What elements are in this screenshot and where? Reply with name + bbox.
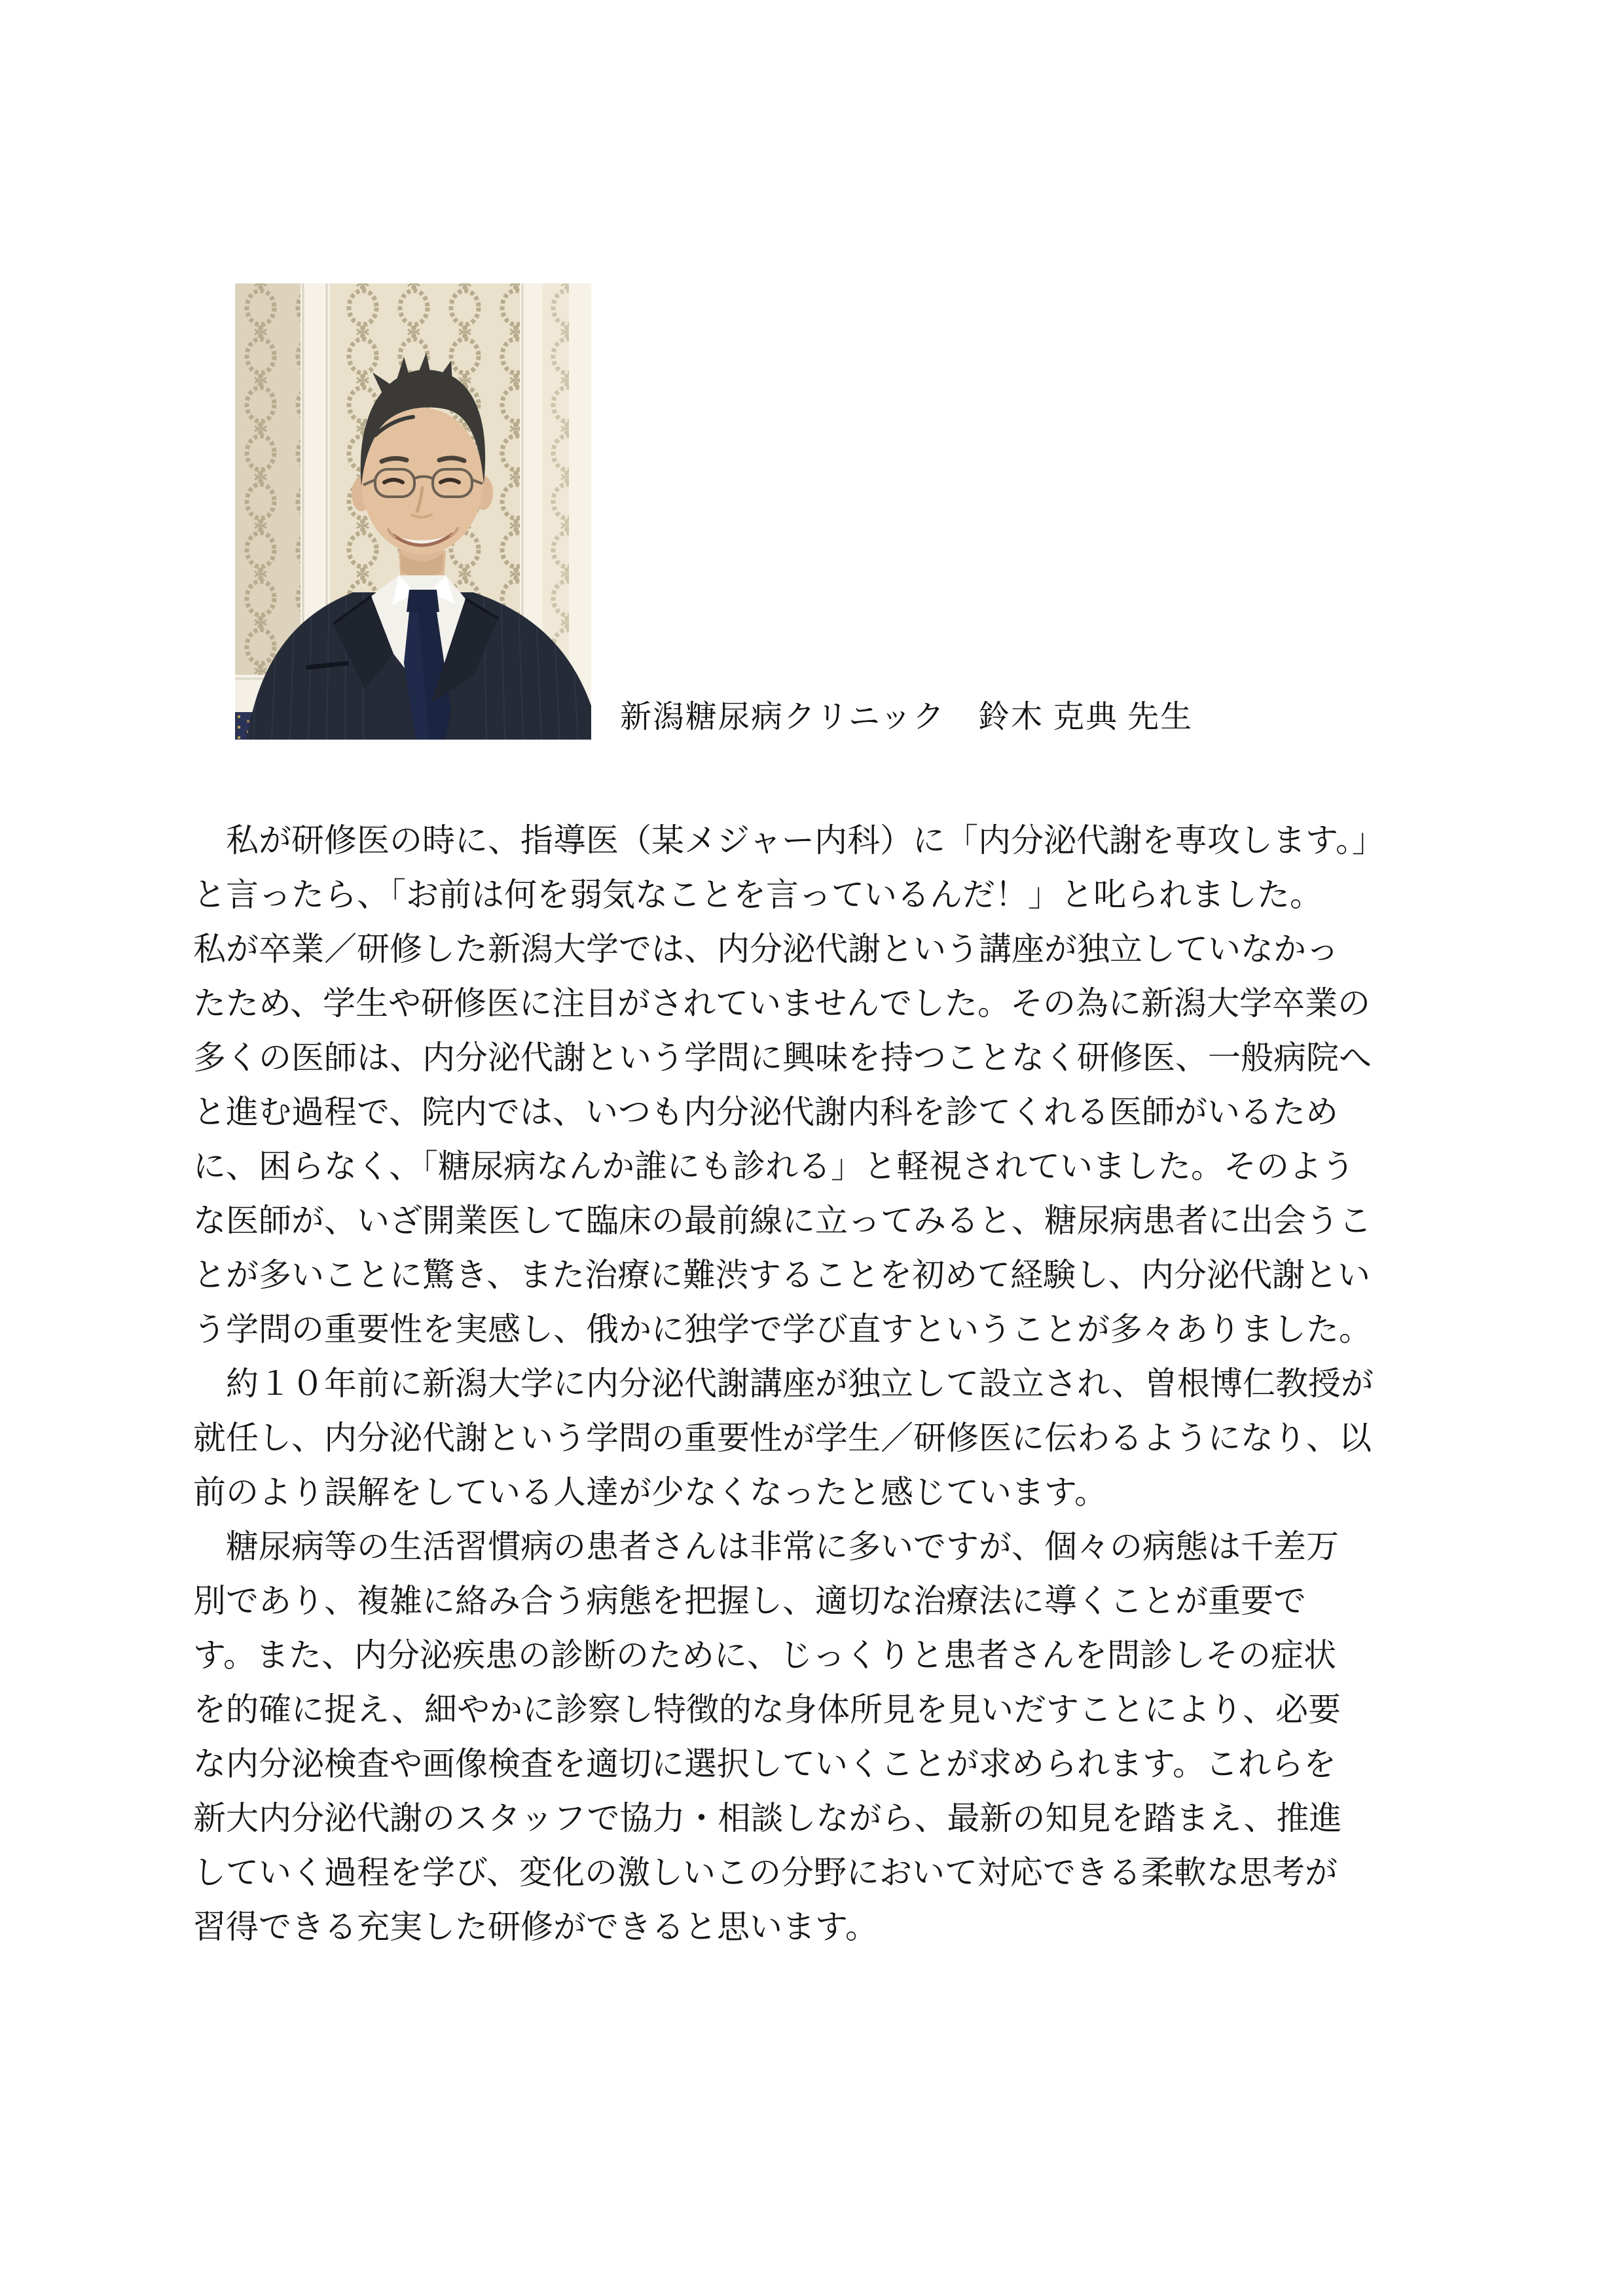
text-line: 約１０年前に新潟大学に内分泌代謝講座が独立して設立され、曽根博仁教授が <box>193 1365 1374 1402</box>
portrait-photo-art <box>235 283 591 740</box>
text-line: な医師が、いざ開業医して臨床の最前線に立ってみると、糖尿病患者に出会うこ <box>193 1202 1372 1239</box>
photo-caption: 新潟糖尿病クリニック 鈴木 克典 先生 <box>620 700 1194 734</box>
text-line: 前のより誤解をしている人達が少なくなったと感じています。 <box>193 1474 1107 1511</box>
text-line: と言ったら、「お前は何を弱気なことを言っているんだ！」と叱られました。 <box>193 876 1322 913</box>
text-line: していく過程を学び、変化の激しいこの分野において対応できる柔軟な思考が <box>193 1854 1338 1891</box>
text-line: な内分泌検査や画像検査を適切に選択していくことが求められます。これらを <box>193 1746 1336 1782</box>
text-line: う学問の重要性を実感し、俄かに独学で学び直すということが多々ありました。 <box>193 1311 1372 1348</box>
text-line: す。また、内分泌疾患の診断のために、じっくりと患者さんを問診しその症状 <box>193 1637 1336 1674</box>
text-line: を的確に捉え、細やかに診察し特徴的な身体所見を見いだすことにより、必要 <box>193 1691 1341 1728</box>
text-line: に、困らなく、「糖尿病なんか誰にも診れる」と軽視されていました。そのよう <box>193 1148 1355 1185</box>
text-line: 私が卒業／研修した新潟大学では、内分泌代謝という講座が独立していなかっ <box>193 931 1339 967</box>
text-line: 新大内分泌代謝のスタッフで協力・相談しながら、最新の知見を踏まえ、推進 <box>193 1800 1342 1837</box>
text-line: たため、学生や研修医に注目がされていませんでした。その為に新潟大学卒業の <box>193 985 1370 1022</box>
text-line: とが多いことに驚き、また治療に難渋することを初めて経験し、内分泌代謝とい <box>193 1257 1370 1293</box>
text-line: 就任し、内分泌代謝という学問の重要性が学生／研修医に伝わるようになり、以 <box>193 1420 1372 1456</box>
text-line: と進む過程で、院内では、いつも内分泌代謝内科を診てくれる医師がいるため <box>193 1094 1338 1130</box>
text-line: 別であり、複雑に絡み合う病態を把握し、適切な治療法に導くことが重要で <box>193 1583 1306 1619</box>
text-line: 習得できる充実した研修ができると思います。 <box>193 1909 878 1945</box>
text-line: 多くの医師は、内分泌代謝という学問に興味を持つことなく研修医、一般病院へ <box>193 1039 1372 1076</box>
portrait-photo <box>235 283 591 740</box>
text-line: 私が研修医の時に、指導医（某メジャー内科）に「内分泌代謝を専攻します。」 <box>193 822 1385 859</box>
body-text <box>193 814 1437 1954</box>
text-line: 糖尿病等の生活習慣病の患者さんは非常に多いですが、個々の病態は千差万 <box>193 1528 1339 1565</box>
